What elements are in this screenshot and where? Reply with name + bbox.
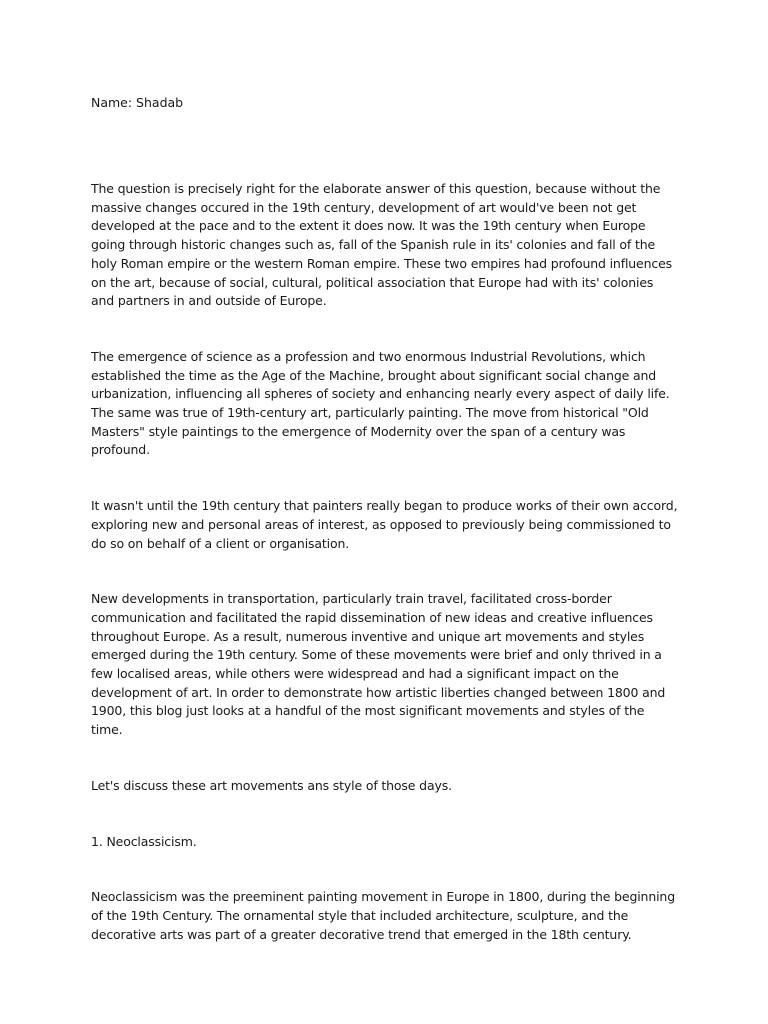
document-body <box>91 180 679 981</box>
paragraph-science-industrial: The emergence of science as a profession and two enormous Industrial Revolutions, which established the time as the Age of the Machine, brought about significant social change and urbanization, influencing all spheres of society and enhancing nearly every aspect of daily life. The same was true of 19th-century art, particularly painting. The move from historical "Old Masters" style paintings to the emergence of Modernity over the span of a century was profound. <box>91 348 670 458</box>
paragraph-neoclassicism: Neoclassicism was the preeminent painting movement in Europe in 1800, during the beginning of the 19th Century. The ornamental style that included architecture, sculpture, and the decorative arts was part of a greater decorative trend that emerged in the 18th century. <box>91 889 675 942</box>
paragraph-painters-accord: It wasn't until the 19th century that painters really began to produce works of their own accord, exploring new and personal areas of interest, as opposed to previously being commissioned to do so on behalf of a client or organisation. <box>91 498 678 551</box>
paragraph-transportation: New developments in transportation, particularly train travel, facilitated cross-border communication and facilitated the rapid dissemination of new ideas and creative influences throughout Europe. As a result, numerous inventive and unique art movements and styles emerged during the 19th century. Some of these movements were brief and only thrived in a few localised areas, while others were widespread and had a significant impact on the development of art. In order to demonstrate how artistic liberties changed between 1800 and 1900, this blog just looks at a handful of the most significant movements and styles of the time. <box>91 591 666 738</box>
paragraph-intro: The question is precisely right for the elaborate answer of this question, because without the massive changes occured in the 19th century, development of art would've been not get developed at the pace and to the extent it does now. It was the 19th century when Europe going through historic changes such as, fall of the Spanish rule in its' colonies and fall of the holy Roman empire or the western Roman empire. These two empires had profound influences on the art, because of social, cultural, political association that Europe had with its' colonies and partners in and outside of Europe. <box>91 181 672 309</box>
author-name: Name: Shadab <box>91 95 184 110</box>
paragraph-discuss: Let's discuss these art movements ans style of those days. <box>91 777 452 793</box>
section-heading-neoclassicism: 1. Neoclassicism. <box>91 833 197 849</box>
